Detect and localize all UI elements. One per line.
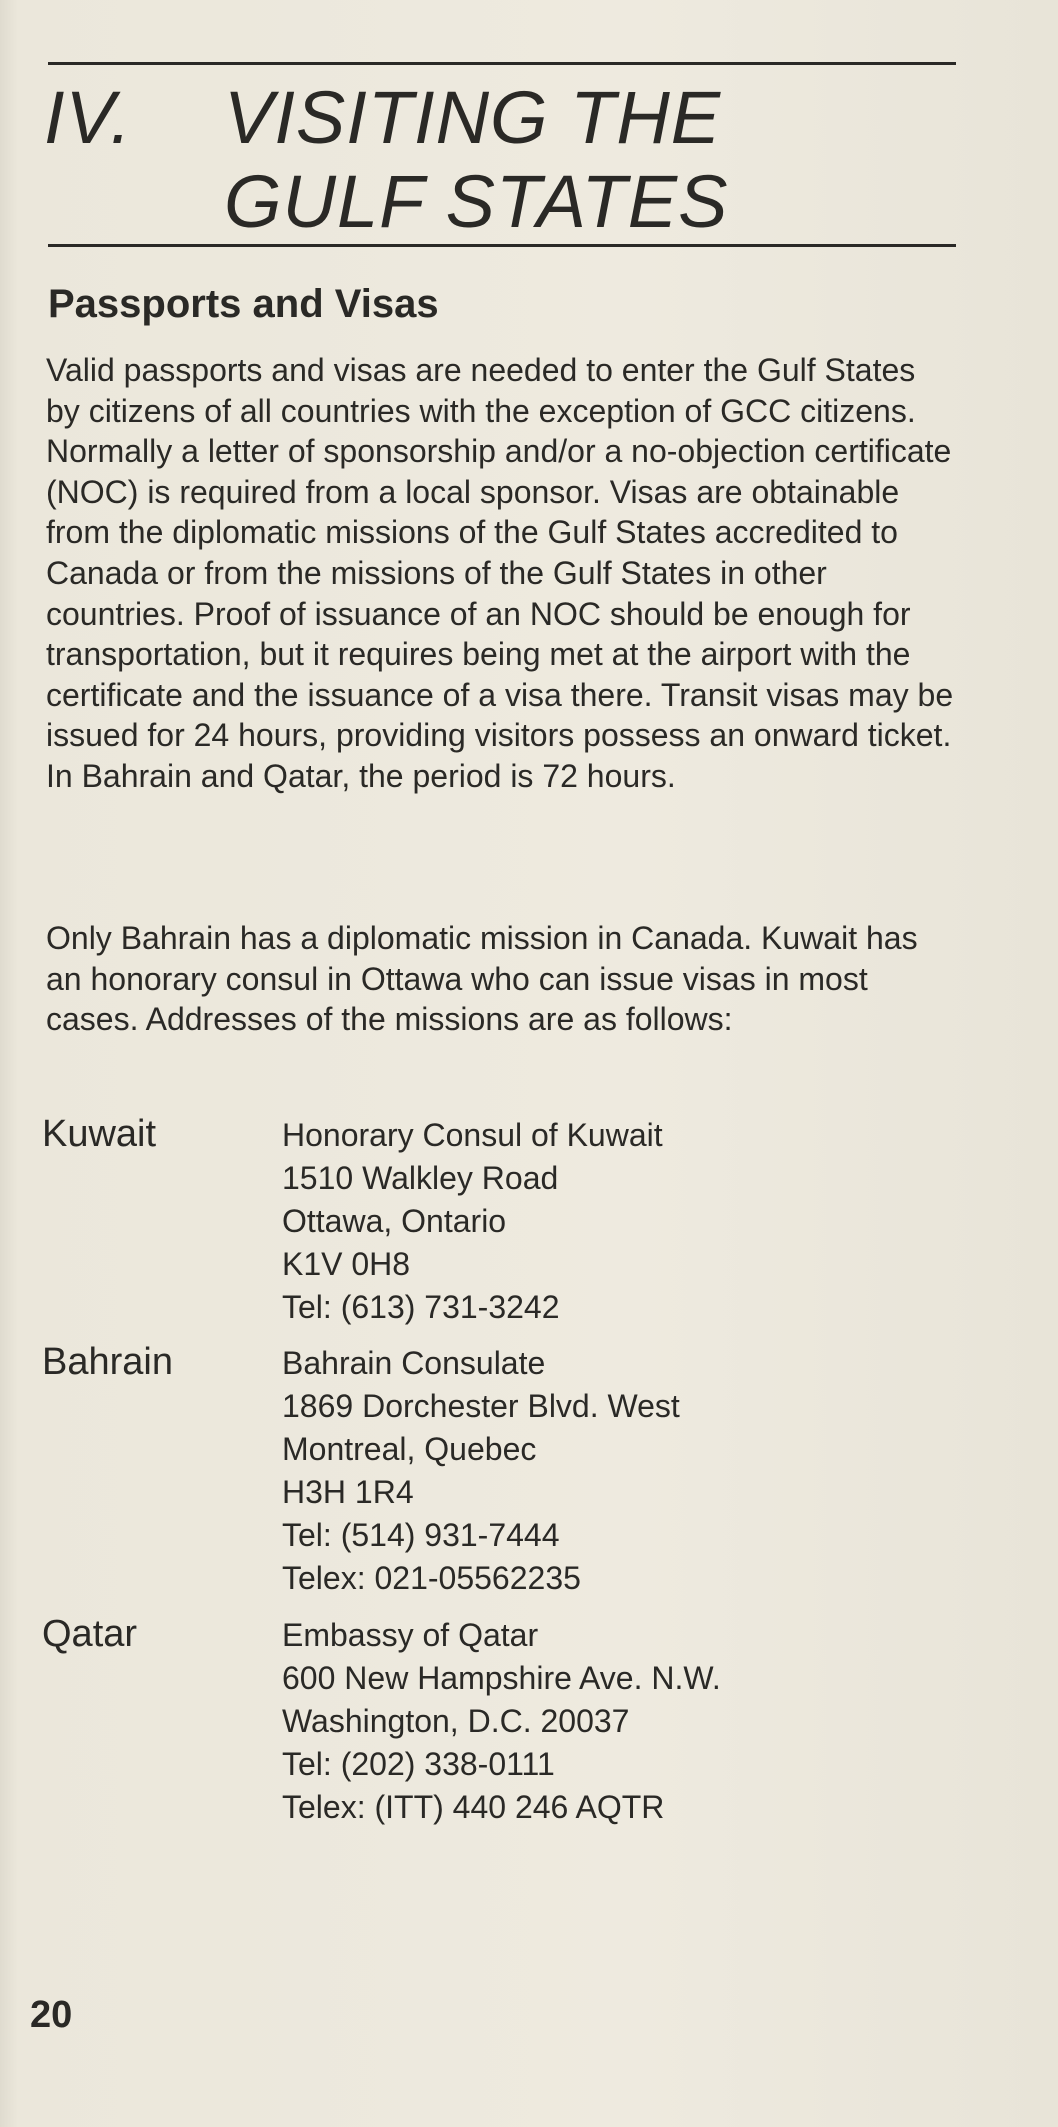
- country-label: Qatar: [42, 1613, 138, 1655]
- address-line: K1V 0H8: [282, 1246, 411, 1282]
- bottom-rule: [48, 244, 956, 247]
- page-number: 20: [30, 1994, 73, 2036]
- address-line: Telex: 021-05562235: [282, 1560, 581, 1596]
- country-label: Kuwait: [42, 1113, 157, 1155]
- paragraph-missions-intro: Only Bahrain has a diplomatic mission in Canada. Kuwait has an honorary consul in Ottawa who can issue visas in most cases. Addresses of the missions are as follows:: [46, 920, 918, 1038]
- address-line: Bahrain Consulate: [282, 1345, 546, 1381]
- mission-address: [282, 1114, 663, 1329]
- address-line: Washington, D.C. 20037: [282, 1703, 630, 1739]
- address-line: H3H 1R4: [282, 1474, 414, 1510]
- chapter-title-line2: GULF STATES: [224, 160, 729, 243]
- section-heading: Passports and Visas: [48, 282, 439, 326]
- address-line: Telex: (ITT) 440 246 AQTR: [282, 1789, 665, 1825]
- mission-address: [282, 1614, 721, 1829]
- address-line: Ottawa, Ontario: [282, 1203, 507, 1239]
- mission-address: [282, 1342, 680, 1600]
- chapter-number: IV.: [44, 76, 132, 159]
- address-line: 1869 Dorchester Blvd. West: [282, 1388, 680, 1424]
- chapter-title-line1: VISITING THE: [224, 76, 722, 159]
- address-line: 1510 Walkley Road: [282, 1160, 559, 1196]
- paragraph-visa-requirements: Valid passports and visas are needed to enter the Gulf States by citizens of all countries with the exception of GCC citizens. Normally a letter of sponsorship and/or a no-objection certificate (NOC) is required from a local sponsor. Visas are obtainable from the diplomatic missions of the Gulf States accredited to Canada or from the missions of the Gulf States in other countries. Proof of issuance of an NOC should be enough for transportation, but it requires being met at the airport with the certificate and the issuance of a visa there. Transit visas may be issued for 24 hours, providing visitors possess an onward ticket. In Bahrain and Qatar, the period is 72 hours.: [46, 352, 954, 794]
- top-rule: [48, 62, 956, 65]
- address-line: Tel: (514) 931-7444: [282, 1517, 560, 1553]
- address-line: Honorary Consul of Kuwait: [282, 1117, 663, 1153]
- address-line: Embassy of Qatar: [282, 1617, 539, 1653]
- address-line: Montreal, Quebec: [282, 1431, 537, 1467]
- chapter-title: [44, 76, 964, 244]
- address-line: Tel: (202) 338-0111: [282, 1746, 555, 1782]
- address-line: 600 New Hampshire Ave. N.W.: [282, 1660, 721, 1696]
- address-line: Tel: (613) 731-3242: [282, 1289, 560, 1325]
- country-label: Bahrain: [42, 1341, 173, 1383]
